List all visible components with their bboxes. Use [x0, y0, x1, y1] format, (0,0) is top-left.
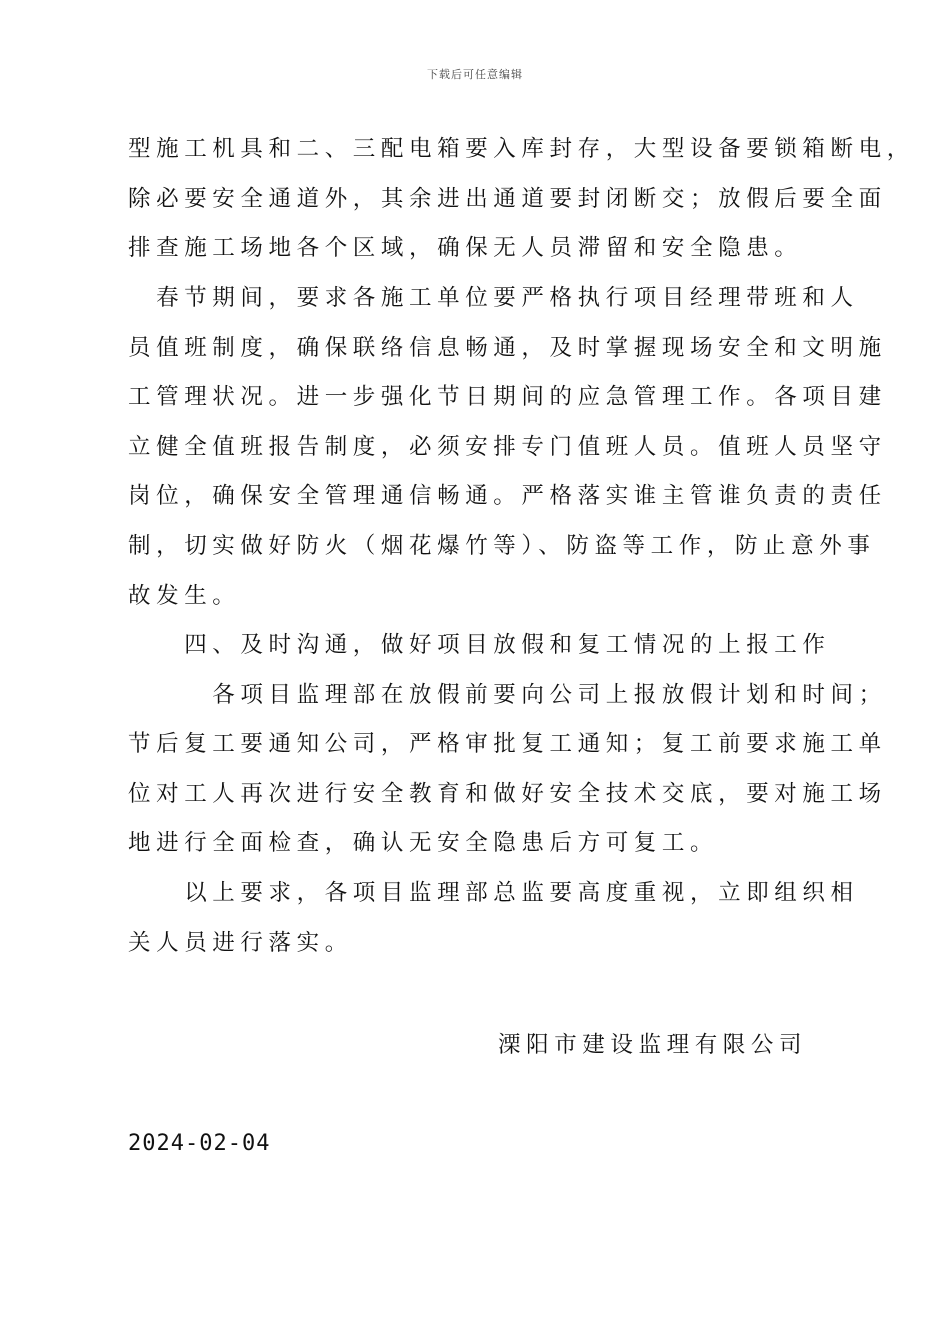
section-heading-4: 四、及时沟通，做好项目放假和复工情况的上报工作 — [128, 632, 831, 658]
page-header-note: 下载后可任意编辑 — [427, 68, 523, 81]
body-line-2: 除必要安全通道外，其余进出通道要封闭断交；放假后要全面 — [128, 186, 887, 212]
body-line-17: 关人员进行落实。 — [128, 930, 353, 956]
signature-company: 溧阳市建设监理有限公司 — [498, 1032, 808, 1058]
body-line-13: 节后复工要通知公司，严格审批复工通知；复工前要求施工单 — [128, 731, 887, 757]
body-line-9: 制，切实做好防火（烟花爆竹等）、防盗等工作，防止意外事 — [128, 533, 876, 559]
body-line-16: 以上要求，各项目监理部总监要高度重视，立即组织相 — [128, 880, 859, 906]
body-line-3: 排查施工场地各个区域，确保无人员滞留和安全隐患。 — [128, 235, 803, 261]
document-date: 2024-02-04 — [128, 1131, 271, 1156]
body-line-12: 各项目监理部在放假前要向公司上报放假计划和时间； — [128, 682, 887, 708]
body-line-14: 位对工人再次进行安全教育和做好安全技术交底，要对施工场 — [128, 781, 887, 807]
body-line-8: 岗位，确保安全管理通信畅通。严格落实谁主管谁负责的责任 — [128, 483, 887, 509]
body-line-15: 地进行全面检查，确认无安全隐患后方可复工。 — [128, 830, 719, 856]
body-line-6: 工管理状况。进一步强化节日期间的应急管理工作。各项目建 — [128, 384, 887, 410]
body-line-10: 故发生。 — [128, 583, 241, 609]
body-line-1: 型施工机具和二、三配电箱要入库封存，大型设备要锁箱断电， — [128, 136, 915, 162]
body-line-5: 员值班制度，确保联络信息畅通，及时掌握现场安全和文明施 — [128, 335, 887, 361]
body-line-7: 立健全值班报告制度，必须安排专门值班人员。值班人员坚守 — [128, 434, 887, 460]
body-line-4: 春节期间，要求各施工单位要严格执行项目经理带班和人 — [128, 285, 859, 311]
